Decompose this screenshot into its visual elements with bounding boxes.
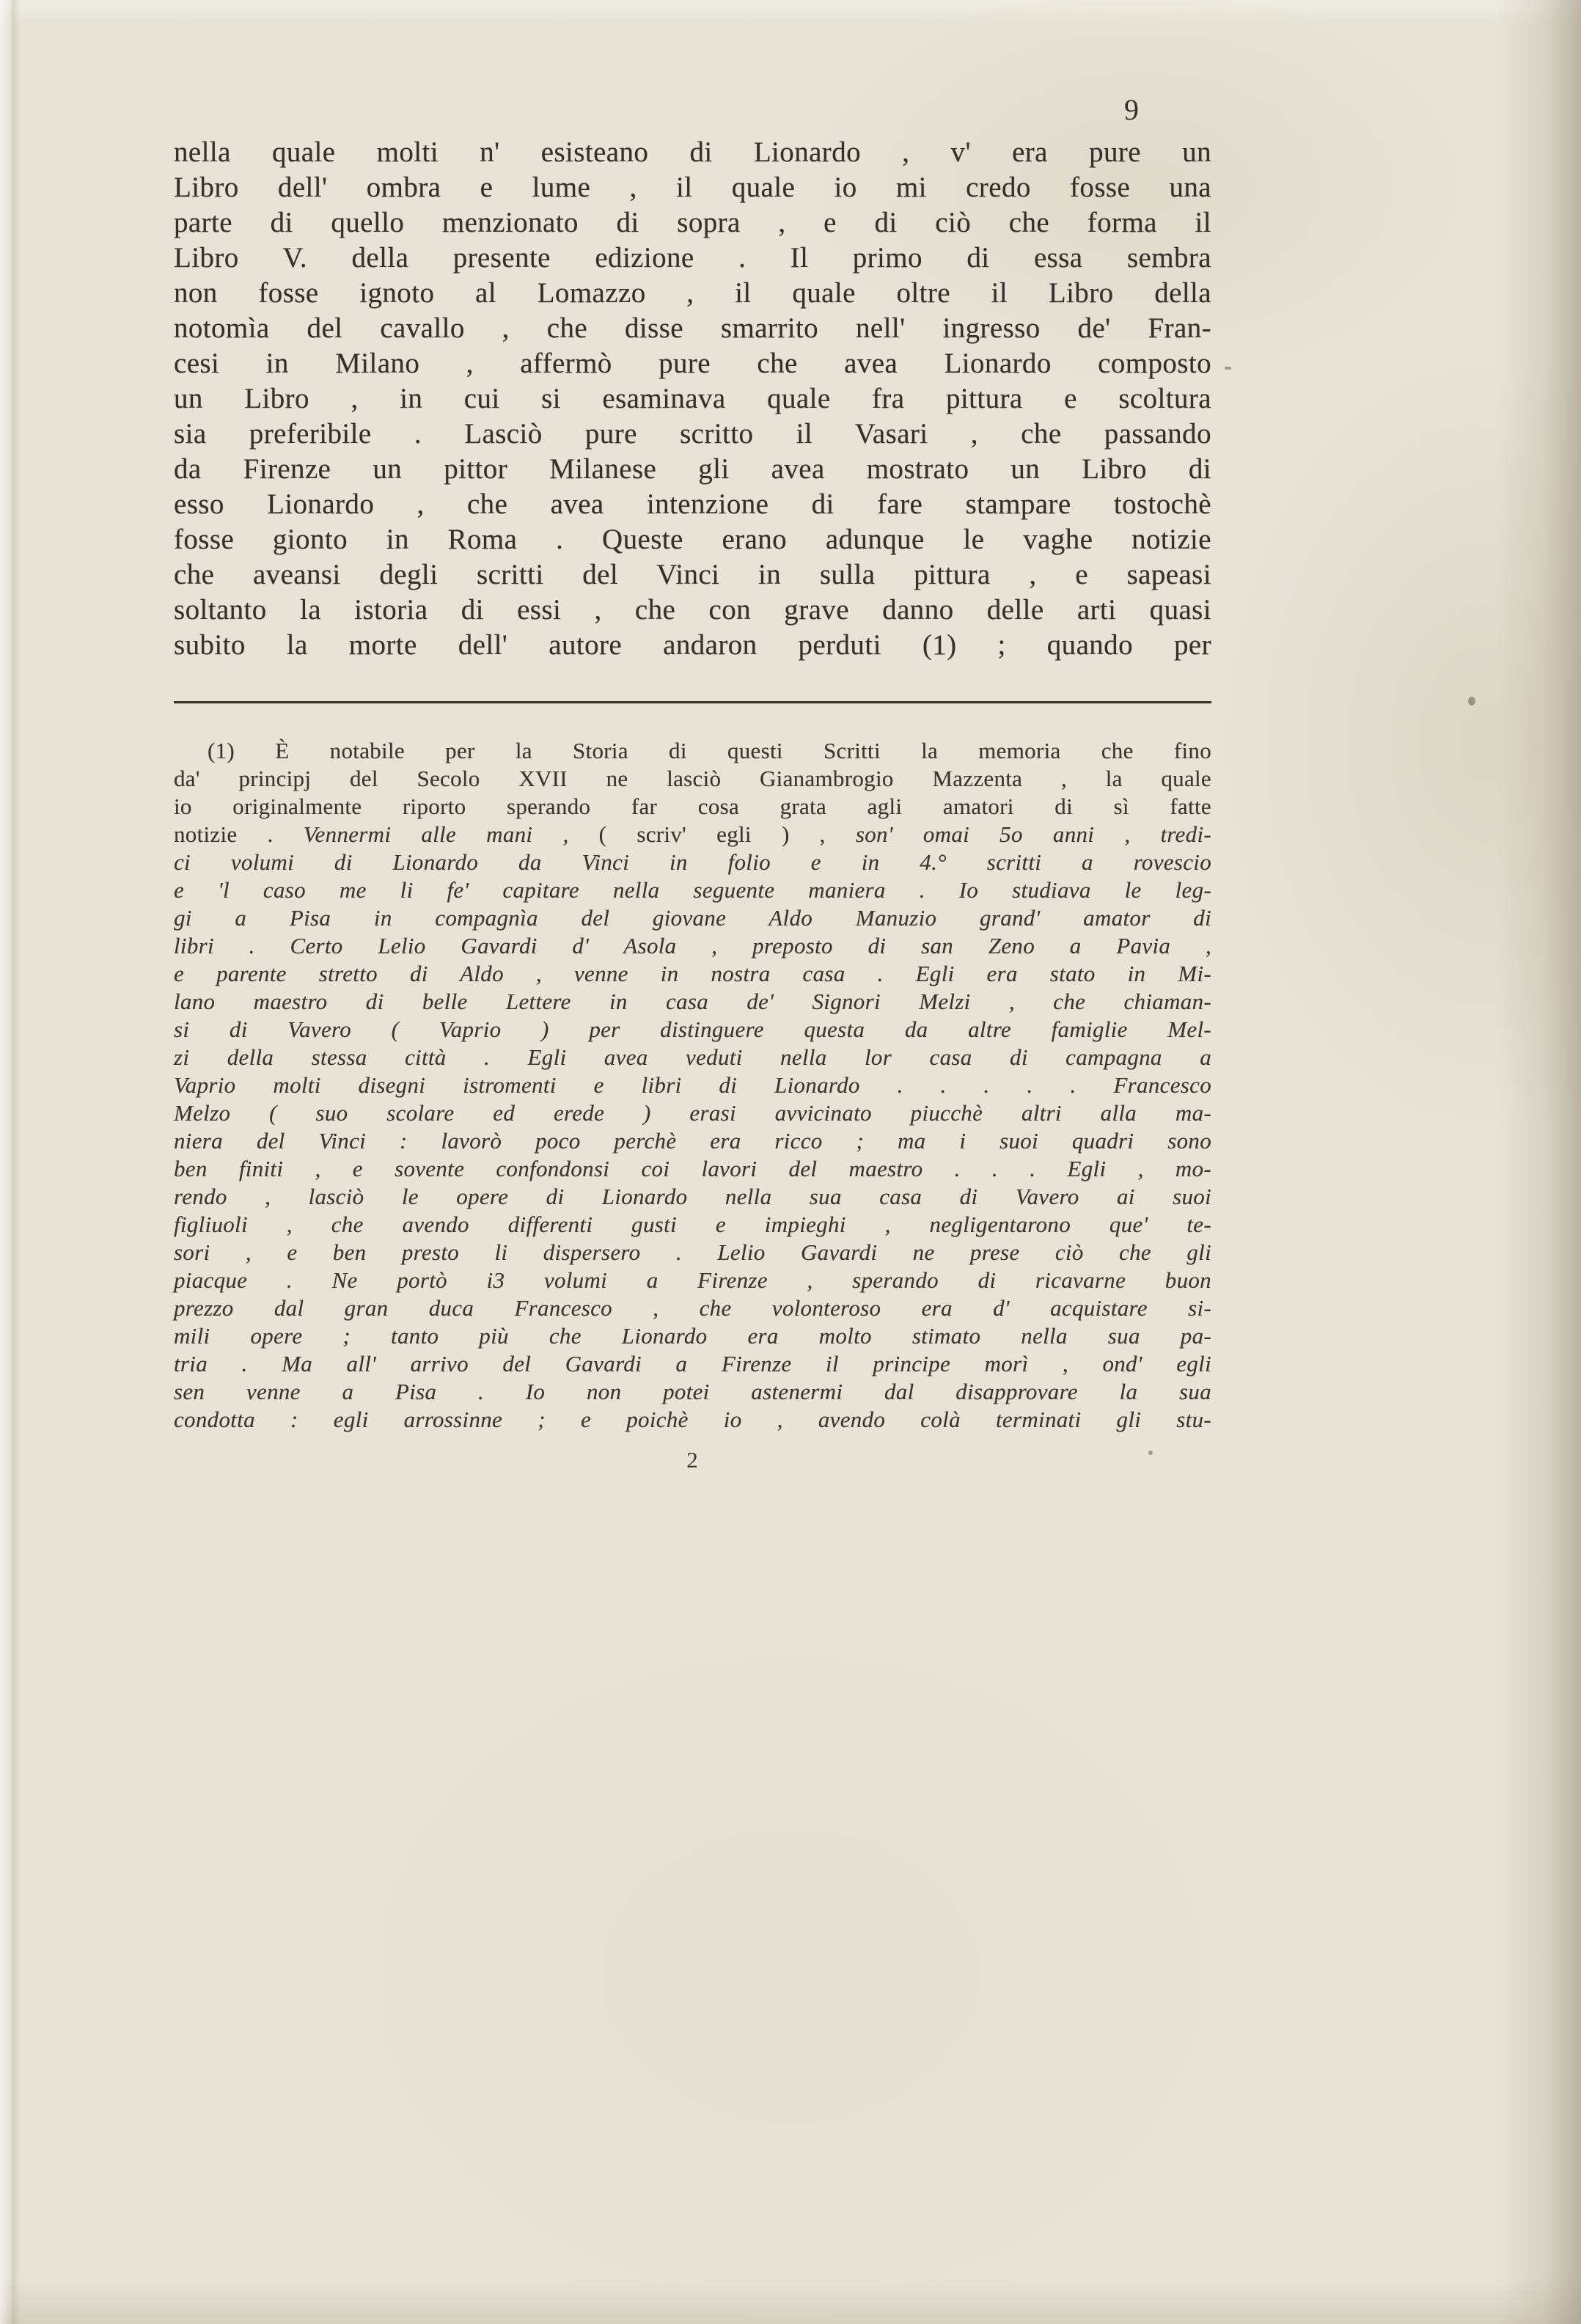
text-line — [174, 1211, 1211, 1239]
text-line — [174, 1350, 1211, 1378]
roman-segment: nella quale molti n' esisteano di Lionardo , v' era pure un — [174, 136, 1211, 168]
text-line — [174, 960, 1211, 988]
italic-segment: son' omai 5o anni , tredi- — [855, 821, 1212, 847]
italic-segment: rendo , lasciò le opere di Lionardo nella sua casa di Vavero ai suoi — [174, 1184, 1211, 1209]
roman-segment: io originalmente riporto sperando far cosa grata agli amatori di sì fatte — [174, 793, 1211, 819]
roman-segment: un Libro , in cui si esaminava quale fra pittura e scoltura — [174, 383, 1211, 414]
italic-segment: sori , e ben presto li dispersero . Lelio Gavardi ne prese ciò che gli — [174, 1239, 1211, 1265]
italic-segment: libri . Certo Lelio Gavardi d' Asola , preposto di san Zeno a Pavia , — [174, 933, 1211, 958]
italic-segment: e 'l caso me li fe' capitare nella seguente maniera . Io studiava le leg- — [174, 877, 1211, 903]
text-line — [174, 522, 1211, 557]
text-block — [174, 94, 1211, 1473]
italic-segment: gi a Pisa in compagnìa del giovane Aldo Manuzio grand' amator di — [174, 905, 1211, 931]
text-line — [174, 417, 1211, 452]
text-line — [174, 311, 1211, 346]
text-line — [174, 170, 1211, 205]
footnote-divider-rule — [174, 701, 1211, 703]
text-line — [174, 848, 1211, 876]
roman-segment: Libro dell' ombra e lume , il quale io mi credo fosse una — [174, 172, 1211, 203]
roman-segment: cesi in Milano , affermò pure che avea Lionardo composto — [174, 348, 1211, 379]
roman-segment: fosse gionto in Roma . Queste erano adunque le vaghe notizie — [174, 524, 1211, 555]
roman-segment: ( scriv' egli ) , — [598, 821, 856, 847]
text-line — [174, 1183, 1211, 1211]
roman-segment: notizie . — [174, 821, 304, 847]
text-line — [174, 452, 1211, 487]
text-line — [174, 381, 1211, 417]
text-line — [174, 1267, 1211, 1294]
italic-segment: mili opere ; tanto più che Lionardo era molto stimato nella sua pa- — [174, 1323, 1211, 1349]
text-line — [174, 276, 1211, 311]
italic-segment: ci volumi di Lionardo da Vinci in folio e in 4.° scritti a rovescio — [174, 849, 1211, 875]
text-line — [174, 205, 1211, 241]
footnote-block — [174, 737, 1211, 1434]
text-line — [174, 1406, 1211, 1434]
roman-segment: esso Lionardo , che avea intenzione di fare stampare tostochè — [174, 488, 1211, 520]
text-line — [174, 1044, 1211, 1071]
text-line — [174, 876, 1211, 904]
text-line — [174, 241, 1211, 276]
ink-speck — [1148, 1451, 1153, 1455]
roman-segment: da' principj del Secolo XVII ne lasciò Gianambrogio Mazzenta , la quale — [174, 766, 1211, 791]
ink-speck — [1225, 367, 1231, 370]
roman-segment: sia preferibile . Lasciò pure scritto il Vasari , che passando — [174, 418, 1211, 450]
text-line — [174, 1322, 1211, 1350]
roman-segment: da Firenze un pittor Milanese gli avea mostrato un Libro di — [174, 453, 1211, 485]
text-line — [174, 135, 1211, 170]
italic-segment: lano maestro di belle Lettere in casa de' Signori Melzi , che chiaman- — [174, 989, 1211, 1014]
italic-segment: Melzo ( suo scolare ed erede ) erasi avvicinato piucchè altri alla ma- — [174, 1100, 1211, 1126]
roman-segment: Libro V. della presente edizione . Il primo di essa sembra — [174, 242, 1211, 274]
text-line — [174, 1071, 1211, 1099]
text-line — [174, 737, 1211, 765]
italic-segment: sen venne a Pisa . Io non potei astenermi dal disapprovare la sua — [174, 1379, 1211, 1404]
text-line — [174, 1239, 1211, 1267]
italic-segment: zi della stessa città . Egli avea veduti nella lor casa di campagna a — [174, 1044, 1211, 1070]
text-line — [174, 988, 1211, 1016]
roman-segment: non fosse ignoto al Lomazzo , il quale oltre il Libro della — [174, 277, 1211, 309]
italic-segment: condotta : egli arrossinne ; e poichè io , avendo colà terminati gli stu- — [174, 1407, 1211, 1432]
text-line — [174, 557, 1211, 593]
roman-segment: che aveansi degli scritti del Vinci in sulla pittura , e sapeasi — [174, 559, 1211, 590]
signature-mark: 2 — [686, 1447, 699, 1473]
text-line — [174, 628, 1211, 663]
text-line — [174, 821, 1211, 848]
italic-segment: figliuoli , che avendo differenti gusti e impieghi , negligentarono que' te- — [174, 1212, 1211, 1237]
main-text-block — [174, 135, 1211, 663]
text-line — [174, 765, 1211, 793]
roman-segment: (1) È notabile per la Storia di questi Scritti la memoria che fino — [208, 738, 1211, 763]
roman-segment: subito la morte dell' autore andaron perduti (1) ; quando per — [174, 629, 1211, 661]
italic-segment: niera del Vinci : lavorò poco perchè era ricco ; ma i suoi quadri sono — [174, 1128, 1211, 1154]
ink-speck — [1468, 697, 1475, 705]
italic-segment: Vaprio molti disegni istromenti e libri di Lionardo . . . . . Francesco — [174, 1072, 1211, 1098]
text-line — [174, 593, 1211, 628]
text-line — [174, 932, 1211, 960]
roman-segment: notomìa del cavallo , che disse smarrito nell' ingresso de' Fran- — [174, 312, 1211, 344]
text-line — [174, 1127, 1211, 1155]
text-line — [174, 904, 1211, 932]
text-line — [174, 346, 1211, 381]
text-line — [174, 1294, 1211, 1322]
text-line — [174, 487, 1211, 522]
italic-segment: e parente stretto di Aldo , venne in nostra casa . Egli era stato in Mi- — [174, 961, 1211, 986]
text-line — [174, 1155, 1211, 1183]
italic-segment: piacque . Ne portò i3 volumi a Firenze , sperando di ricavarne buon — [174, 1267, 1211, 1293]
italic-segment: prezzo dal gran duca Francesco , che volonteroso era d' acquistare si- — [174, 1295, 1211, 1321]
text-line — [174, 793, 1211, 821]
italic-segment: Vennermi alle mani , — [303, 821, 599, 847]
text-line — [174, 1099, 1211, 1127]
page-number: 9 — [1124, 93, 1140, 126]
roman-segment: parte di quello menzionato di sopra , e di ciò che forma il — [174, 207, 1211, 238]
text-line — [174, 1378, 1211, 1406]
text-line — [174, 1016, 1211, 1044]
roman-segment: soltanto la istoria di essi , che con grave danno delle arti quasi — [174, 594, 1211, 626]
italic-segment: si di Vavero ( Vaprio ) per distinguere questa da altre famiglie Mel- — [174, 1016, 1211, 1042]
italic-segment: ben finiti , e sovente confondonsi coi lavori del maestro . . . Egli , mo- — [174, 1156, 1211, 1181]
italic-segment: tria . Ma all' arrivo del Gavardi a Firenze il principe morì , ond' egli — [174, 1351, 1211, 1377]
